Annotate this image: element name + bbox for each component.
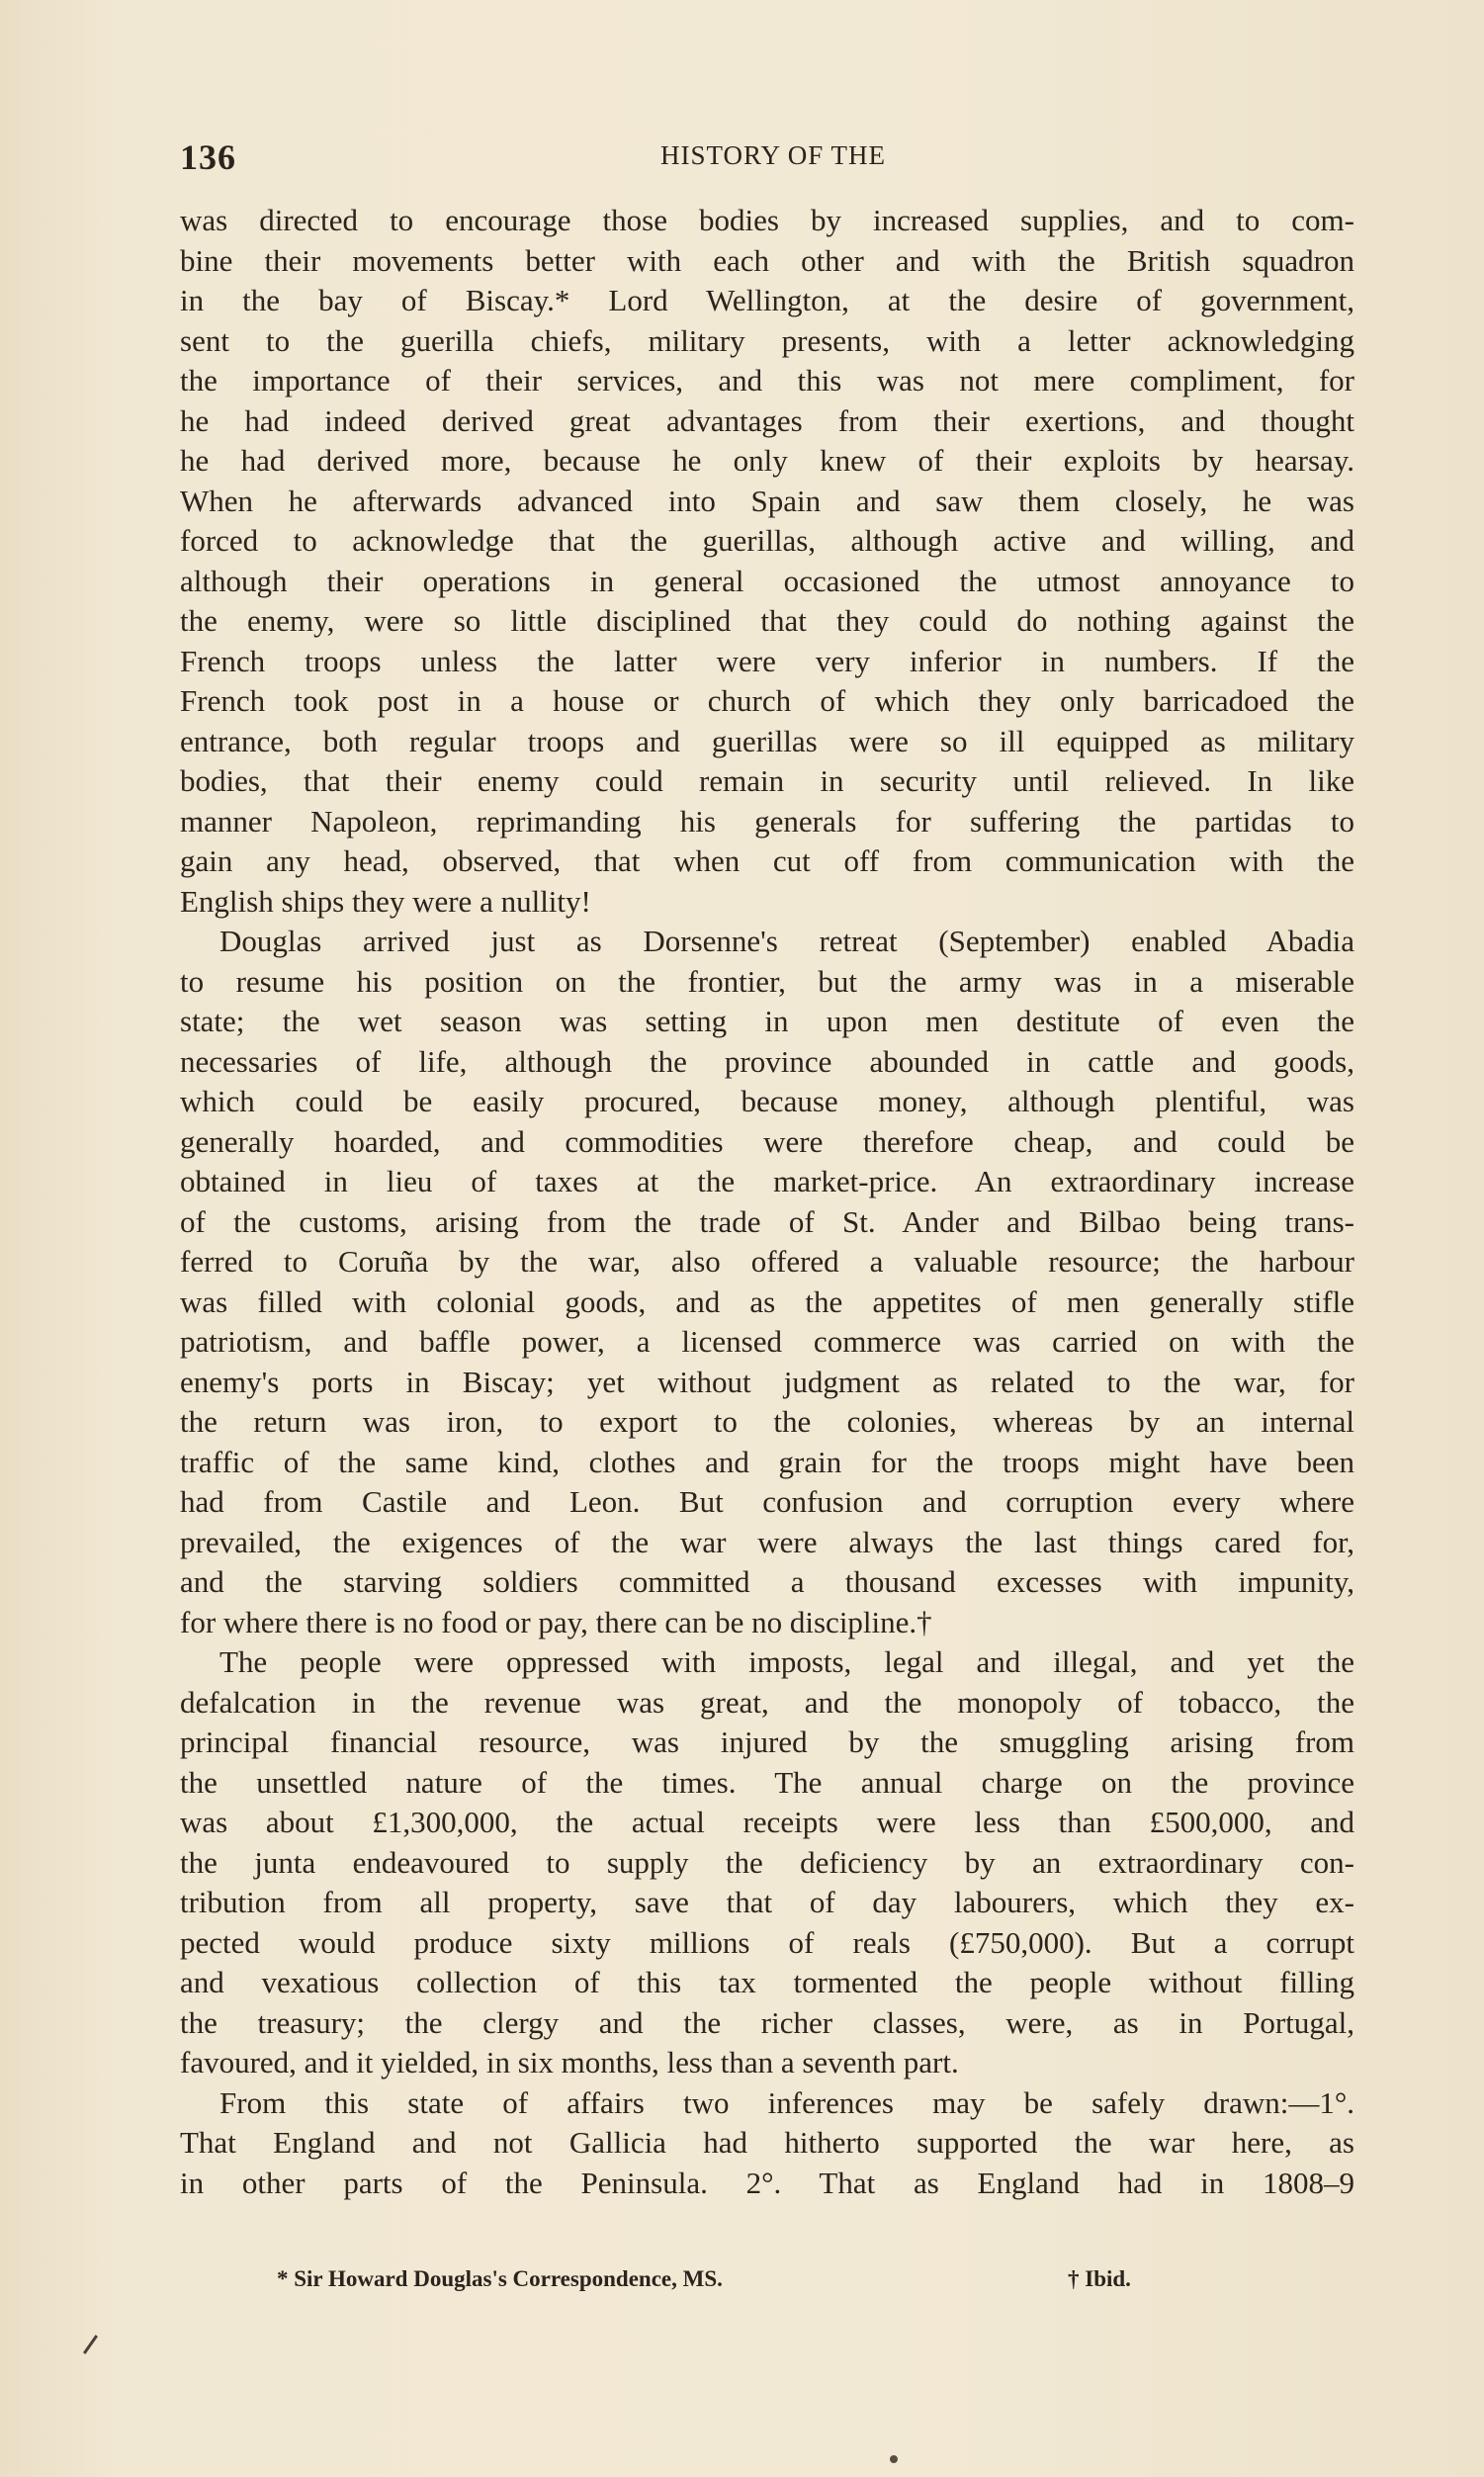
stray-pen-mark	[83, 2335, 98, 2354]
text-line: favoured, and it yielded, in six months, less than a seventh part.	[180, 2045, 959, 2079]
text-line: for where there is no food or pay, there can be no discipline.†	[180, 1604, 932, 1639]
text-line: necessaries of life, although the province abounded in cattle and goods,	[180, 1043, 1354, 1079]
text-line: to resume his position on the frontier, but the army was in a miserable	[180, 963, 1354, 999]
text-line: had from Castile and Leon. But confusion and corruption every where	[180, 1484, 1354, 1519]
text-line: of the customs, arising from the trade of St. Ander and Bilbao being trans-	[180, 1203, 1354, 1239]
text-line: manner Napoleon, reprimanding his generals for suffering the partidas to	[180, 803, 1354, 839]
text-line: When he afterwards advanced into Spain and saw them closely, he was	[180, 483, 1354, 518]
text-line: entrance, both regular troops and guerillas were so ill equipped as military	[180, 723, 1354, 758]
page-header	[180, 136, 1347, 176]
text-line: and vexatious collection of this tax tormented the people without filling	[180, 1965, 1354, 1999]
text-line: the treasury; the clergy and the richer classes, were, as in Portugal,	[180, 2004, 1354, 2040]
text-line: principal financial resource, was injured by the smuggling arising from	[180, 1725, 1354, 1759]
text-line: which could be easily procured, because money, although plentiful, was	[180, 1084, 1354, 1118]
text-line: was filled with colonial goods, and as the appetites of men generally stifle	[180, 1283, 1354, 1319]
text-line: sent to the guerilla chiefs, military presents, with a letter acknowledging	[180, 322, 1354, 358]
text-line: Douglas arrived just as Dorsenne's retreat (September) enabled Abadia	[219, 924, 1354, 958]
text-line: the enemy, were so little disciplined that they could do nothing against the	[180, 603, 1354, 638]
text-line: French took post in a house or church of which they only barricadoed the	[180, 683, 1354, 718]
text-line: defalcation in the revenue was great, and the monopoly of tobacco, the	[180, 1684, 1354, 1720]
text-line: although their operations in general occasioned the utmost annoyance to	[180, 563, 1354, 598]
stray-ink-dot	[890, 2455, 898, 2463]
text-line: state; the wet season was setting in upon men destitute of even the	[180, 1004, 1354, 1038]
text-line: obtained in lieu of taxes at the market-price. An extraordinary increase	[180, 1164, 1354, 1198]
text-line: he had indeed derived great advantages from their exertions, and thought	[180, 402, 1354, 438]
text-line: That England and not Gallicia had hitherto supported the war here, as	[180, 2125, 1354, 2160]
text-line: in other parts of the Peninsula. 2°. That as England had in 1808–9	[180, 2165, 1354, 2200]
text-line: tribution from all property, save that of day labourers, which they ex-	[180, 1885, 1354, 1919]
text-line: was directed to encourage those bodies by increased supplies, and to com-	[180, 203, 1354, 237]
text-line: gain any head, observed, that when cut off from communication with the	[180, 843, 1354, 878]
text-line: French troops unless the latter were very inferior in numbers. If the	[180, 643, 1354, 678]
text-line: traffic of the same kind, clothes and grain for the troops might have been	[180, 1444, 1354, 1479]
text-line: the return was iron, to export to the colonies, whereas by an internal	[180, 1404, 1354, 1439]
text-line: pected would produce sixty millions of reals (£750,000). But a corrupt	[180, 1924, 1354, 1960]
text-line: the junta endeavoured to supply the deficiency by an extraordinary con-	[180, 1844, 1354, 1880]
text-line: and the starving soldiers committed a thousand excesses with impunity,	[180, 1564, 1354, 1599]
text-line: forced to acknowledge that the guerillas, although active and willing, and	[180, 523, 1354, 558]
text-line: the unsettled nature of the times. The annual charge on the province	[180, 1764, 1354, 1800]
text-line: generally hoarded, and commodities were therefore cheap, and could be	[180, 1123, 1354, 1159]
text-line: prevailed, the exigences of the war were always the last things cared for,	[180, 1524, 1354, 1559]
footnote-ibid: † Ibid.	[1068, 2266, 1131, 2291]
text-line: English ships they were a nullity!	[180, 883, 591, 919]
text-line: was about £1,300,000, the actual receipts were less than £500,000, and	[180, 1805, 1354, 1839]
page-number: 136	[180, 137, 236, 177]
text-line: ferred to Coruña by the war, also offered a valuable resource; the harbour	[180, 1244, 1354, 1279]
body-text	[180, 201, 1354, 2203]
text-line: he had derived more, because he only knew of their exploits by hearsay.	[180, 443, 1354, 478]
text-line: patriotism, and baffle power, a licensed commerce was carried on with the	[180, 1324, 1354, 1359]
text-line: The people were oppressed with imposts, legal and illegal, and yet the	[219, 1644, 1354, 1679]
text-line: the importance of their services, and this was not mere compliment, for	[180, 363, 1354, 398]
text-line: bine their movements better with each other and with the British squadron	[180, 242, 1354, 278]
text-line: in the bay of Biscay.* Lord Wellington, at the desire of government,	[180, 283, 1354, 317]
text-line: bodies, that their enemy could remain in security until relieved. In like	[180, 763, 1354, 798]
text-line: From this state of affairs two inferences may be safely drawn:—1°.	[219, 2084, 1354, 2120]
footnotes	[277, 2266, 1167, 2306]
text-line: enemy's ports in Biscay; yet without judgment as related to the war, for	[180, 1364, 1354, 1399]
running-title: HISTORY OF THE	[659, 140, 887, 170]
footnote-douglas: * Sir Howard Douglas's Correspondence, MS.	[277, 2266, 723, 2291]
